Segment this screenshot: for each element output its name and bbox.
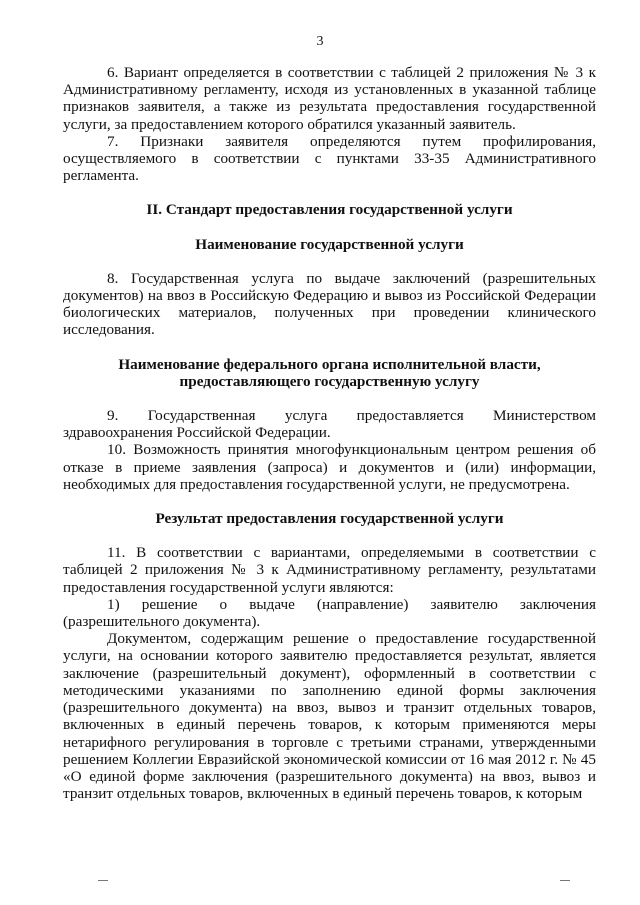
paragraph-9: 9. Государственная услуга предоставляется Министерством здравоохранения Российской Федерации. bbox=[63, 407, 596, 442]
paragraph-7: 7. Признаки заявителя определяются путем профилирования, осуществляемого в соответствии с пунктами 33-35 Административного регламента. bbox=[63, 132, 596, 185]
paragraph-document: Документом, содержащим решение о предоставление государственной услуги, на основании которого заявителю предоставляется результат, является заключение (разрешительный документ), оформленный в соответствии с методическими указаниями по заполнению единой формы заключения (разрешительного документа) на ввоз, вывоз и транзит отдельных товаров, включенных в единый перечень товаров, к которым применяются меры нетарифного регулирования в торговле с третьими странами, утвержденными решением Коллегии Евразийской экономической комиссии от 16 мая 2012 г. № 45 «О единой форме заключения (разрешительного документа) на ввоз, вывоз и транзит отдельных товаров, включенных в единый перечень товаров, к которым bbox=[63, 630, 596, 803]
page-number: 3 bbox=[316, 34, 324, 49]
paragraph-8: 8. Государственная услуга по выдаче заключений (разрешительных документов) на ввоз в Российскую Федерацию и вывоз из Российской Федерации биологических материалов, полученных при проведении клинического исследования. bbox=[63, 269, 596, 339]
paragraph-10: 10. Возможность принятия многофункциональным центром решения об отказе в приеме заявления (запроса) и документов и (или) информации, необходимых для предоставления государственной услуги, не предусмотрена. bbox=[63, 441, 596, 493]
heading-service-name: Наименование государственной услуги bbox=[195, 235, 464, 253]
heading-result: Результат предоставления государственной услуги bbox=[155, 510, 504, 528]
paragraph-11-item-1: 1) решение о выдаче (направление) заявителю заключения (разрешительного документа). bbox=[63, 595, 596, 631]
paragraph-11: 11. В соответствии с вариантами, определяемыми в соответствии с таблицей 2 приложения № 3 к Административному регламенту, результатами предоставления государственной услуги являются: bbox=[63, 544, 596, 596]
heading-authority-line-1: Наименование федерального органа исполнительной власти, bbox=[118, 355, 541, 373]
document-body bbox=[63, 64, 596, 802]
paragraph-6: 6. Вариант определяется в соответствии с таблицей 2 приложения № 3 к Административному регламенту, исходя из установленных в указанной таблице признаков заявителя, а также из результата предоставления государственной услуги, за предоставлением которого обратился указанный заявитель. bbox=[63, 64, 596, 133]
scan-mark-left bbox=[98, 880, 108, 881]
heading-authority bbox=[63, 356, 596, 390]
section-2-title: II. Стандарт предоставления государственной услуги bbox=[146, 201, 513, 219]
scan-mark-right bbox=[560, 880, 570, 881]
heading-authority-line-2: предоставляющего государственную услугу bbox=[179, 372, 480, 390]
